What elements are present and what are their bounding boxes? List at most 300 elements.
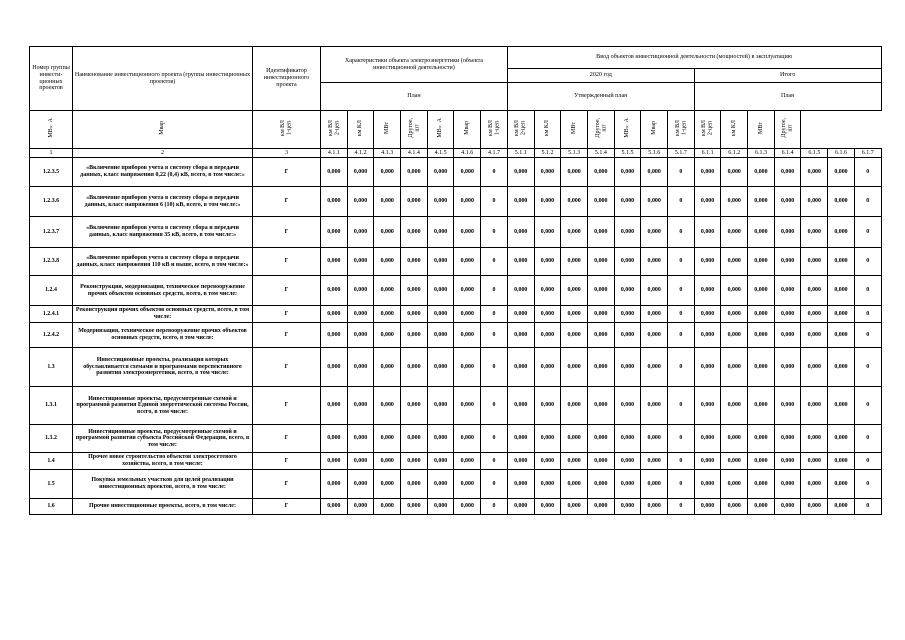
value-cell: 0,000 <box>828 348 855 387</box>
value-cell: 0,000 <box>614 306 641 323</box>
value-cell: 0,000 <box>721 470 748 499</box>
value-cell: 0,000 <box>374 158 401 187</box>
row-number: 1.2.4.1 <box>30 306 73 323</box>
table-row <box>30 499 882 515</box>
unit-header-cell <box>73 111 253 149</box>
value-cell: 0,000 <box>534 453 561 470</box>
row-number: 1.3.1 <box>30 387 73 425</box>
value-cell: 0,000 <box>347 348 374 387</box>
value-cell: 0,000 <box>614 323 641 348</box>
table-row <box>30 453 882 470</box>
column-number: 4.1.4 <box>401 149 428 158</box>
value-cell: 0,000 <box>641 217 668 248</box>
header-year: 2020 год <box>507 69 694 83</box>
header-number: Номер группы инвести-ционных проектов <box>30 47 73 111</box>
value-cell: 0,000 <box>721 323 748 348</box>
value-cell: 0,000 <box>587 470 614 499</box>
value-cell: 0,000 <box>641 187 668 217</box>
value-cell: 0,000 <box>374 248 401 276</box>
value-cell: 0,000 <box>641 470 668 499</box>
value-cell: 0 <box>854 387 881 425</box>
column-number: 6.1.4 <box>774 149 801 158</box>
value-cell: 0,000 <box>694 387 721 425</box>
value-cell: 0,000 <box>721 425 748 453</box>
unit-label: Мвар <box>651 121 658 136</box>
value-cell: 0,000 <box>427 323 454 348</box>
table-row <box>30 276 882 306</box>
value-cell: 0,000 <box>587 187 614 217</box>
value-cell: 0,000 <box>641 158 668 187</box>
value-cell: 0,000 <box>774 348 801 387</box>
value-cell: 0,000 <box>694 217 721 248</box>
table-row <box>30 470 882 499</box>
value-cell: 0 <box>854 158 881 187</box>
value-cell: 0,000 <box>561 306 588 323</box>
unit-header-cell <box>427 111 454 149</box>
value-cell: 0,000 <box>321 187 348 217</box>
value-cell: 0,000 <box>401 248 428 276</box>
value-cell: 0,000 <box>801 348 828 387</box>
column-number-row <box>30 149 882 158</box>
value-cell: 0,000 <box>534 470 561 499</box>
value-cell: 0 <box>481 187 508 217</box>
value-cell: 0,000 <box>641 499 668 515</box>
row-number: 1.2.3.6 <box>30 187 73 217</box>
value-cell: 0,000 <box>347 158 374 187</box>
value-cell: 0,000 <box>694 306 721 323</box>
value-cell: 0,000 <box>721 306 748 323</box>
value-cell: 0 <box>668 453 695 470</box>
column-number: 5.1.4 <box>587 149 614 158</box>
value-cell: 0,000 <box>374 453 401 470</box>
unit-label: МВ×А <box>437 118 444 138</box>
value-cell: 0,000 <box>774 276 801 306</box>
unit-label: МВт <box>384 122 391 135</box>
value-cell: 0,000 <box>347 499 374 515</box>
value-cell: 0,000 <box>641 306 668 323</box>
value-cell: 0,000 <box>427 499 454 515</box>
value-cell: 0,000 <box>614 158 641 187</box>
column-number: 6.1.3 <box>748 149 775 158</box>
unit-label: км ВЛ 1-цеп <box>487 120 501 137</box>
value-cell: 0,000 <box>774 499 801 515</box>
value-cell: 0,000 <box>614 499 641 515</box>
unit-label: км ВЛ 2-цеп <box>327 120 340 137</box>
value-cell: 0,000 <box>801 470 828 499</box>
row-number: 1.2.3.5 <box>30 158 73 187</box>
row-name: Реконструкция прочих объектов основных средств, всего, в том числе: <box>73 306 253 323</box>
value-cell: 0 <box>668 158 695 187</box>
value-cell: 0,000 <box>748 470 775 499</box>
unit-label: км ВЛ 2-цеп <box>701 120 714 137</box>
value-cell: 0 <box>481 276 508 306</box>
value-cell: 0,000 <box>401 453 428 470</box>
column-number: 6.1.2 <box>721 149 748 158</box>
row-identifier: Г <box>253 387 321 425</box>
value-cell: 0,000 <box>454 470 481 499</box>
value-cell: 0,000 <box>427 470 454 499</box>
table-row <box>30 248 882 276</box>
unit-header-cell <box>774 111 801 149</box>
value-cell: 0,000 <box>347 425 374 453</box>
value-cell: 0 <box>668 276 695 306</box>
column-number: 4.1.3 <box>374 149 401 158</box>
value-cell: 0,000 <box>454 453 481 470</box>
value-cell: 0 <box>854 453 881 470</box>
value-cell: 0,000 <box>641 453 668 470</box>
value-cell: 0,000 <box>401 387 428 425</box>
value-cell: 0 <box>854 217 881 248</box>
unit-header-cell <box>748 111 775 149</box>
row-name: «Включение приборов учета в систему сбора и передачи данных, класс напряжения 6 (10) кВ, всего, в том числе:» <box>73 187 253 217</box>
value-cell: 0,000 <box>401 217 428 248</box>
column-number: 2 <box>73 149 253 158</box>
value-cell: 0,000 <box>748 248 775 276</box>
value-cell: 0,000 <box>321 453 348 470</box>
value-cell: 0,000 <box>401 276 428 306</box>
header-characteristics: Характеристики объекта электроэнергетики (объекта инвестиционной деятельности) <box>321 47 508 83</box>
value-cell: 0 <box>854 187 881 217</box>
value-cell: 0,000 <box>374 323 401 348</box>
header-identifier: Идентификатор инвестиционного проекта <box>253 47 321 111</box>
row-identifier: Г <box>253 217 321 248</box>
row-identifier: Г <box>253 499 321 515</box>
value-cell: 0,000 <box>454 158 481 187</box>
value-cell: 0,000 <box>347 387 374 425</box>
value-cell: 0,000 <box>721 276 748 306</box>
value-cell: 0 <box>668 348 695 387</box>
value-cell: 0,000 <box>321 248 348 276</box>
value-cell: 0,000 <box>774 323 801 348</box>
value-cell: 0,000 <box>321 217 348 248</box>
value-cell: 0,000 <box>347 470 374 499</box>
value-cell: 0 <box>854 306 881 323</box>
row-name: «Включение приборов учета в систему сбора и передачи данных, класс напряжения 35 кВ, всего, в том числе:» <box>73 217 253 248</box>
row-number: 1.5 <box>30 470 73 499</box>
unit-label: Другое, шт <box>407 118 420 138</box>
column-number: 4.1.6 <box>454 149 481 158</box>
value-cell: 0,000 <box>587 348 614 387</box>
row-name: «Включение приборов учета в систему сбора и передачи данных, класс напряжения 110 кВ и выше, всего, в том числе:» <box>73 248 253 276</box>
unit-header-cell <box>401 111 428 149</box>
value-cell: 0,000 <box>748 276 775 306</box>
row-identifier: Г <box>253 470 321 499</box>
row-identifier: Г <box>253 187 321 217</box>
value-cell: 0,000 <box>401 425 428 453</box>
row-identifier: Г <box>253 248 321 276</box>
value-cell: 0,000 <box>374 187 401 217</box>
header-plan-total: План <box>694 83 881 111</box>
value-cell: 0,000 <box>748 453 775 470</box>
value-cell: 0,000 <box>828 499 855 515</box>
row-number: 1.3.2 <box>30 425 73 453</box>
value-cell: 0,000 <box>721 348 748 387</box>
value-cell: 0,000 <box>374 217 401 248</box>
value-cell: 0,000 <box>401 187 428 217</box>
row-name: Прочее новое строительство объектов электросетевого хозяйства, всего, в том числе: <box>73 453 253 470</box>
value-cell: 0,000 <box>587 158 614 187</box>
value-cell: 0,000 <box>507 425 534 453</box>
header-plan: План <box>321 83 508 111</box>
value-cell: 0,000 <box>694 453 721 470</box>
row-number: 1.2.4.2 <box>30 323 73 348</box>
value-cell: 0,000 <box>507 387 534 425</box>
value-cell: 0,000 <box>774 248 801 276</box>
value-cell: 0,000 <box>321 387 348 425</box>
column-number: 5.1.5 <box>614 149 641 158</box>
value-cell: 0 <box>854 348 881 387</box>
column-number: 6.1.7 <box>854 149 881 158</box>
value-cell: 0,000 <box>748 187 775 217</box>
unit-header-cell <box>641 111 668 149</box>
value-cell: 0,000 <box>614 387 641 425</box>
value-cell: 0,000 <box>774 158 801 187</box>
value-cell: 0,000 <box>561 499 588 515</box>
value-cell: 0 <box>481 453 508 470</box>
value-cell: 0,000 <box>427 276 454 306</box>
value-cell: 0,000 <box>748 217 775 248</box>
value-cell: 0 <box>668 306 695 323</box>
column-number: 4.1.7 <box>481 149 508 158</box>
value-cell: 0,000 <box>641 348 668 387</box>
value-cell: 0,000 <box>748 387 775 425</box>
value-cell: 0,000 <box>694 499 721 515</box>
value-cell: 0,000 <box>587 323 614 348</box>
value-cell: 0,000 <box>801 499 828 515</box>
value-cell: 0,000 <box>587 276 614 306</box>
value-cell: 0,000 <box>561 187 588 217</box>
value-cell: 0,000 <box>401 306 428 323</box>
unit-label: Мвар <box>159 121 166 136</box>
column-number: 1 <box>30 149 73 158</box>
value-cell: 0 <box>481 248 508 276</box>
value-cell: 0,000 <box>641 276 668 306</box>
unit-label: МВ×А <box>47 118 54 138</box>
value-cell: 0,000 <box>347 453 374 470</box>
value-cell: 0,000 <box>694 158 721 187</box>
value-cell: 0 <box>481 387 508 425</box>
row-name: Реконструкция, модернизация, техническое перевооружение прочих объектов основных средств, всего, в том числе: <box>73 276 253 306</box>
value-cell: 0,000 <box>801 425 828 453</box>
value-cell: 0,000 <box>534 158 561 187</box>
table-body <box>30 158 882 515</box>
units-row <box>30 111 882 149</box>
value-cell: 0,000 <box>587 306 614 323</box>
header-commissioning: Ввод объектов инвестиционной деятельности (мощностей) в эксплуатацию <box>507 47 881 69</box>
row-identifier: Г <box>253 306 321 323</box>
value-cell: 0,000 <box>507 158 534 187</box>
value-cell: 0,000 <box>561 158 588 187</box>
value-cell: 0,000 <box>828 425 855 453</box>
unit-header-cell <box>587 111 614 149</box>
value-cell: 0,000 <box>801 158 828 187</box>
value-cell: 0,000 <box>828 453 855 470</box>
value-cell: 0,000 <box>534 217 561 248</box>
unit-header-cell <box>668 111 695 149</box>
value-cell: 0,000 <box>321 323 348 348</box>
value-cell: 0,000 <box>321 425 348 453</box>
value-cell: 0,000 <box>427 387 454 425</box>
value-cell: 0,000 <box>347 248 374 276</box>
value-cell: 0,000 <box>427 187 454 217</box>
value-cell: 0,000 <box>587 248 614 276</box>
value-cell: 0,000 <box>454 187 481 217</box>
header-name: Наименование инвестиционного проекта (группы инвестиционных проектов) <box>73 47 253 111</box>
value-cell: 0,000 <box>614 470 641 499</box>
value-cell: 0,000 <box>748 499 775 515</box>
value-cell: 0,000 <box>828 387 855 425</box>
value-cell: 0 <box>854 276 881 306</box>
row-identifier: Г <box>253 158 321 187</box>
value-cell: 0 <box>668 470 695 499</box>
value-cell: 0,000 <box>507 217 534 248</box>
value-cell: 0,000 <box>801 276 828 306</box>
value-cell: 0 <box>854 248 881 276</box>
value-cell: 0 <box>668 217 695 248</box>
value-cell: 0,000 <box>641 387 668 425</box>
value-cell: 0,000 <box>374 276 401 306</box>
value-cell: 0,000 <box>587 453 614 470</box>
value-cell: 0,000 <box>534 276 561 306</box>
unit-label: км КЛ <box>357 120 364 137</box>
value-cell: 0,000 <box>614 348 641 387</box>
value-cell: 0,000 <box>427 248 454 276</box>
value-cell: 0,000 <box>427 425 454 453</box>
value-cell: 0,000 <box>534 306 561 323</box>
table-row <box>30 158 882 187</box>
value-cell: 0,000 <box>774 425 801 453</box>
value-cell: 0,000 <box>748 425 775 453</box>
table-row <box>30 348 882 387</box>
value-cell: 0,000 <box>801 187 828 217</box>
value-cell: 0,000 <box>748 348 775 387</box>
value-cell: 0,000 <box>347 276 374 306</box>
value-cell: 0,000 <box>454 348 481 387</box>
table-row <box>30 387 882 425</box>
value-cell: 0,000 <box>321 348 348 387</box>
value-cell: 0,000 <box>614 276 641 306</box>
unit-label: км ВЛ 1-цеп <box>280 120 293 137</box>
value-cell: 0,000 <box>507 348 534 387</box>
value-cell: 0,000 <box>561 425 588 453</box>
value-cell: 0,000 <box>828 306 855 323</box>
value-cell: 0 <box>668 248 695 276</box>
row-number: 1.2.3.8 <box>30 248 73 276</box>
value-cell: 0,000 <box>748 323 775 348</box>
row-name: Модернизация, техническое перевооружение прочих объектов основных средств, всего, в том числе: <box>73 323 253 348</box>
value-cell: 0,000 <box>774 470 801 499</box>
row-identifier: Г <box>253 323 321 348</box>
value-cell: 0,000 <box>614 453 641 470</box>
column-number: 5.1.1 <box>507 149 534 158</box>
value-cell: 0,000 <box>534 348 561 387</box>
unit-header-cell <box>507 111 534 149</box>
value-cell: 0,000 <box>614 248 641 276</box>
row-identifier: Г <box>253 425 321 453</box>
value-cell: 0 <box>668 187 695 217</box>
value-cell: 0,000 <box>454 323 481 348</box>
value-cell: 0 <box>481 306 508 323</box>
value-cell: 0,000 <box>561 323 588 348</box>
value-cell: 0,000 <box>721 187 748 217</box>
value-cell: 0,000 <box>454 425 481 453</box>
column-number: 5.1.7 <box>668 149 695 158</box>
value-cell: 0 <box>668 425 695 453</box>
value-cell: 0,000 <box>614 187 641 217</box>
row-identifier: Г <box>253 276 321 306</box>
value-cell: 0 <box>481 217 508 248</box>
value-cell: 0,000 <box>721 453 748 470</box>
value-cell: 0,000 <box>694 323 721 348</box>
value-cell: 0,000 <box>748 306 775 323</box>
value-cell: 0,000 <box>587 425 614 453</box>
unit-header-cell <box>321 111 348 149</box>
value-cell: 0,000 <box>801 453 828 470</box>
value-cell: 0,000 <box>721 248 748 276</box>
value-cell: 0,000 <box>347 187 374 217</box>
value-cell: 0 <box>481 499 508 515</box>
column-number: 4.1.5 <box>427 149 454 158</box>
unit-header-cell <box>534 111 561 149</box>
value-cell: 0,000 <box>828 248 855 276</box>
column-number: 6.1.5 <box>801 149 828 158</box>
unit-label: км ВЛ 1-цеп <box>674 120 687 137</box>
table-row <box>30 217 882 248</box>
unit-label: Мвар <box>464 121 471 136</box>
value-cell: 0,000 <box>321 276 348 306</box>
unit-header-cell <box>253 111 321 149</box>
value-cell: 0,000 <box>534 248 561 276</box>
unit-header-cell <box>694 111 721 149</box>
value-cell: 0,000 <box>454 276 481 306</box>
value-cell: 0,000 <box>561 217 588 248</box>
column-number: 4.1.1 <box>321 149 348 158</box>
unit-header-cell <box>614 111 641 149</box>
value-cell: 0,000 <box>587 217 614 248</box>
unit-header-cell <box>481 111 508 149</box>
unit-header-cell <box>30 111 73 149</box>
unit-label: Другое, шт <box>594 118 607 138</box>
value-cell: 0,000 <box>507 470 534 499</box>
value-cell: 0 <box>481 323 508 348</box>
value-cell: 0,000 <box>694 348 721 387</box>
value-cell: 0,000 <box>721 387 748 425</box>
value-cell: 0,000 <box>561 348 588 387</box>
value-cell: 0 <box>668 323 695 348</box>
value-cell: 0,000 <box>374 306 401 323</box>
value-cell: 0,000 <box>721 499 748 515</box>
value-cell: 0,000 <box>801 217 828 248</box>
value-cell: 0,000 <box>828 187 855 217</box>
unit-label: км КЛ <box>731 120 738 137</box>
value-cell: 0,000 <box>374 387 401 425</box>
value-cell: 0,000 <box>774 217 801 248</box>
unit-header-cell <box>561 111 588 149</box>
value-cell: 0,000 <box>641 248 668 276</box>
value-cell: 0,000 <box>507 499 534 515</box>
value-cell: 0,000 <box>507 248 534 276</box>
value-cell: 0 <box>481 348 508 387</box>
value-cell: 0,000 <box>454 248 481 276</box>
value-cell: 0,000 <box>401 470 428 499</box>
value-cell: 0,000 <box>587 387 614 425</box>
unit-header-cell <box>454 111 481 149</box>
value-cell: 0 <box>668 499 695 515</box>
value-cell: 0,000 <box>774 306 801 323</box>
row-number: 1.3 <box>30 348 73 387</box>
unit-header-cell <box>721 111 748 149</box>
value-cell: 0,000 <box>694 248 721 276</box>
